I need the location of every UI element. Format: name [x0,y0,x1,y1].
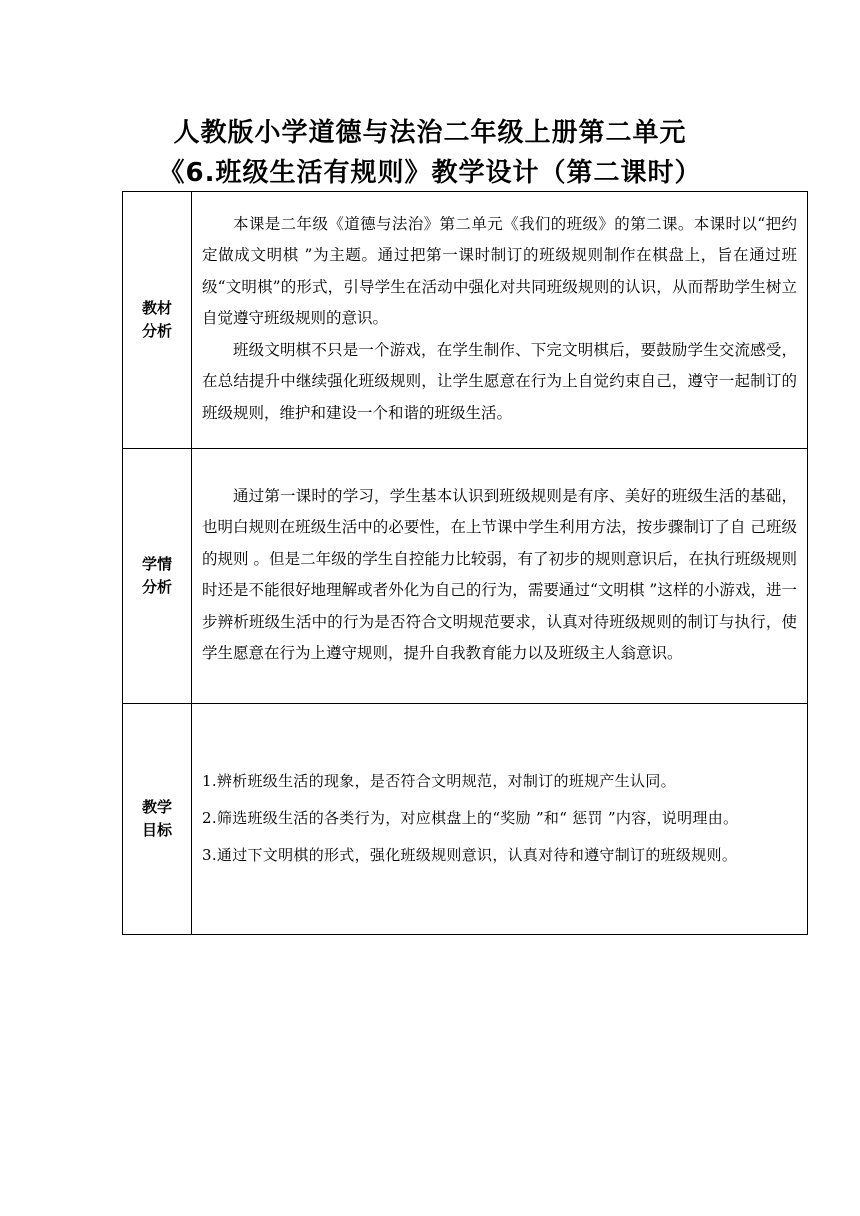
table-row-teaching-goals [123,704,808,935]
goal-item: 1.辨析班级生活的现象，是否符合文明规范，对制订的班规产生认同。 [202,771,676,790]
row-header-line: 分析 [141,322,172,340]
row-header-line: 教材 [141,299,172,317]
row-body-learner-analysis [192,449,808,704]
goal-item: 2.筛选班级生活的各类行为，对应棋盘上的“奖励 ”和“ 惩罚 ”内容，说明理由。 [202,808,739,827]
document-title-line-2: 《6.班级生活有规则》教学设计（第二课时） [158,158,702,188]
lesson-design-table [122,191,808,935]
row-body-textbook-analysis [192,192,808,449]
row-header-learner-analysis [123,449,192,704]
paragraph: 本课是二年级《道德与法治》第二单元《我们的班级》的第二课。本课时以“把约定做成文明棋 ”为主题。通过把第一课时制订的班级规则制作在棋盘上，旨在通过班级“文明棋”的形式，引导学生在活动中强化对共同班级规则的认识，从而帮助学生树立自觉遵守班级规则的意识。 [202,214,797,328]
document-title-line-1: 人教版小学道德与法治二年级上册第二单元 [173,118,687,148]
row-header-line: 学情 [141,555,172,573]
row-header-line: 分析 [141,578,172,596]
row-body-teaching-goals [192,704,808,935]
row-header-line: 教学 [141,798,172,816]
goal-item: 3.通过下文明棋的形式，强化班级规则意识，认真对待和遵守制订的班级规则。 [202,845,738,864]
paragraph: 班级文明棋不只是一个游戏，在学生制作、下完文明棋后，要鼓励学生交流感受，在总结提升中继续强化班级规则，让学生愿意在行为上自觉约束自己，遵守一起制订的班级规则，维护和建设一个和谐的班级生活。 [202,340,797,422]
paragraph: 通过第一课时的学习，学生基本认识到班级规则是有序、美好的班级生活的基础，也明白规则在班级生活中的必要性，在上节课中学生利用方法，按步骤制订了自 己班级的规则 。但是二年级的学生自控能力比较弱，有了初步的规则意识后，在执行班级规则时还是不能很好地理解或者外化为自己的行为，需要通过“文明棋 ”这样的小游戏，进一步辨析班级生活中的行为是否符合文明规范要求，认真对待班级规则的制订与执行，使学生愿意在行为上遵守规则，提升自我教育能力以及班级主人翁意识。 [202,486,797,662]
row-header-line: 目标 [141,821,172,839]
table-row-textbook-analysis [123,192,808,449]
row-header-textbook-analysis [123,192,192,449]
table-row-learner-analysis [123,449,808,704]
row-header-teaching-goals [123,704,192,935]
